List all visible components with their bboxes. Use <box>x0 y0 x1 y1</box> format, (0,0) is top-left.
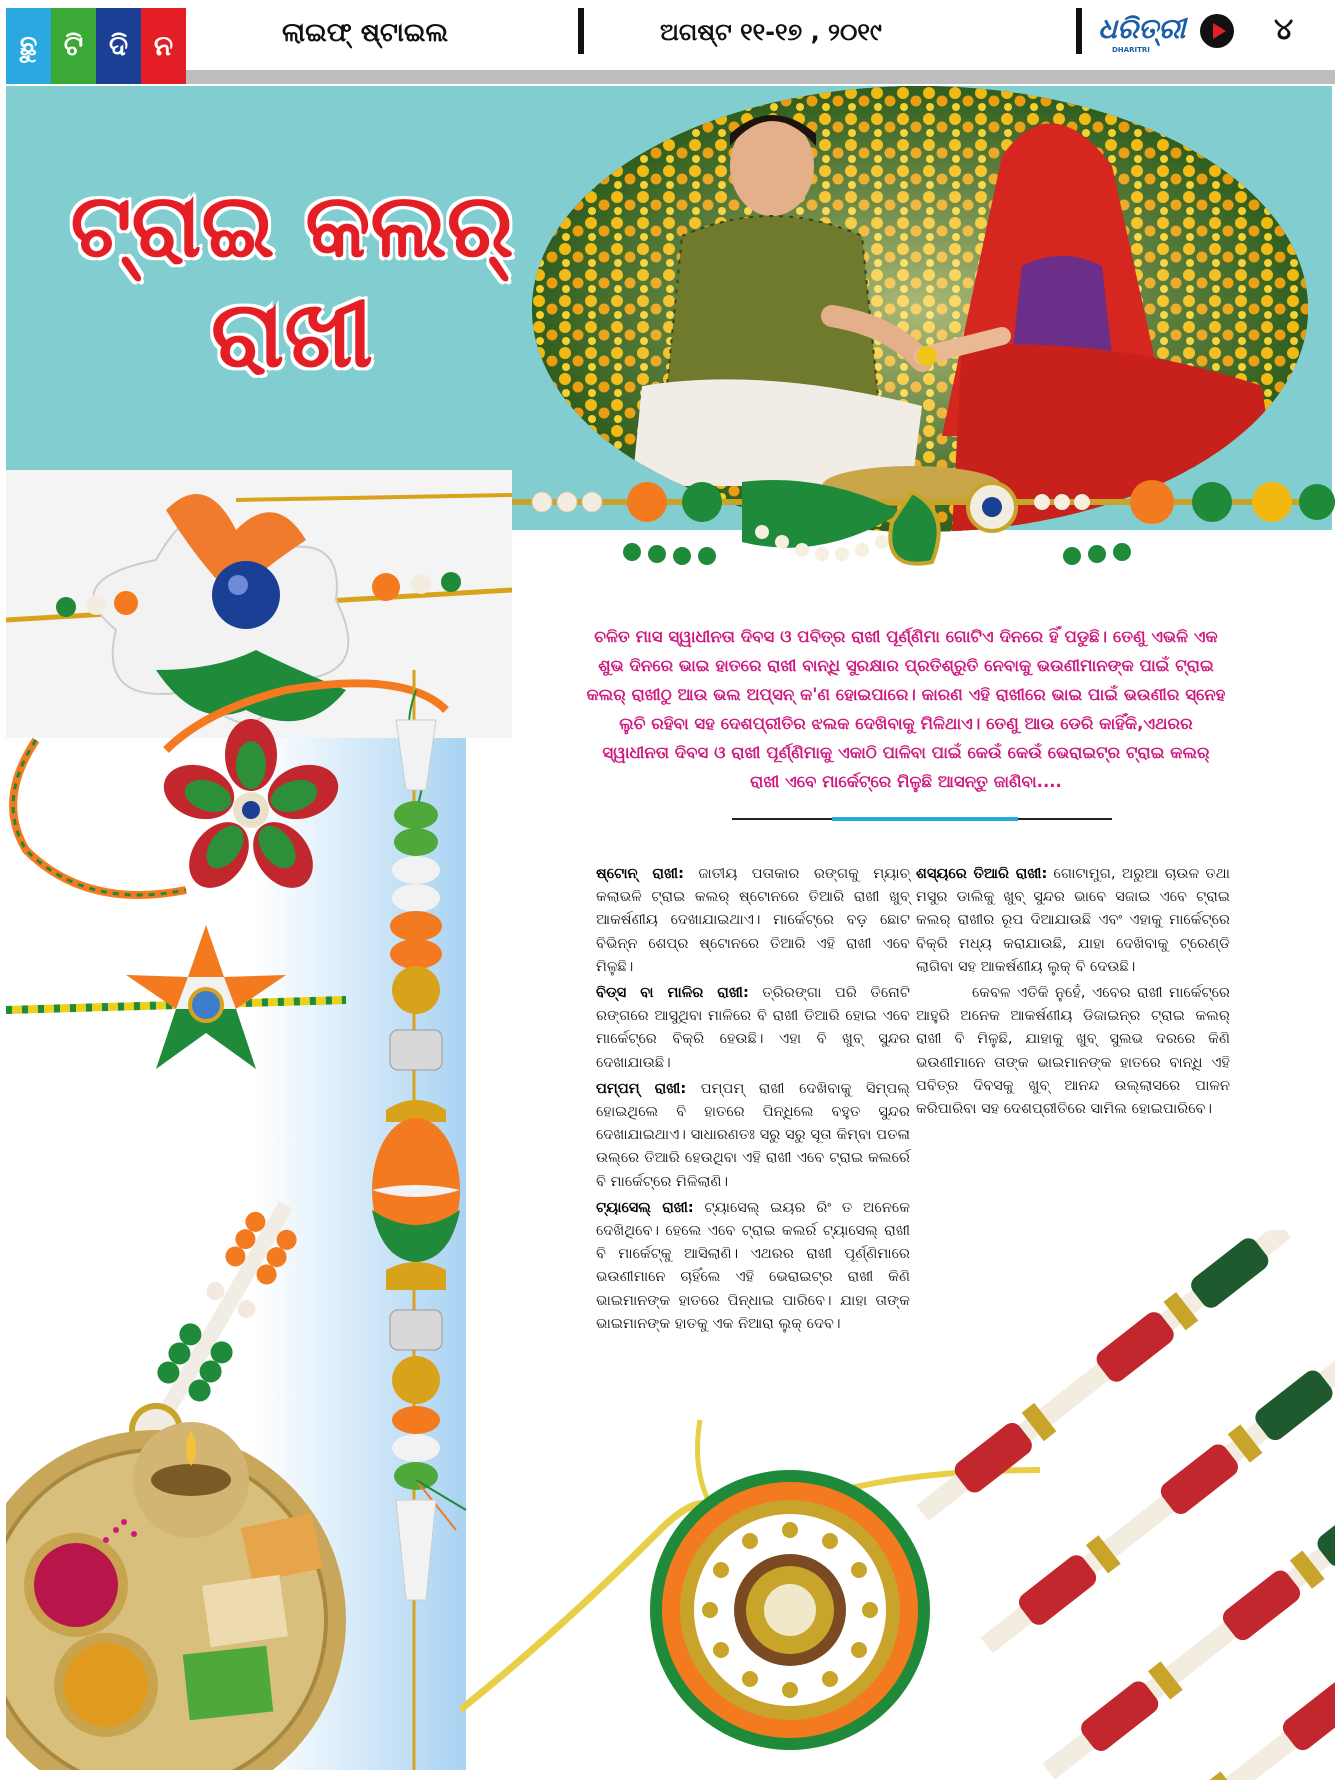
header-rule <box>186 70 1335 84</box>
newspaper-logo-sub: DHARITRI <box>1112 46 1150 54</box>
headline-line-2: ରାଖୀ <box>210 281 373 389</box>
article-column-right <box>916 862 1230 1123</box>
divider-bar <box>578 8 584 54</box>
intro-paragraph: ଚଳିତ ମାସ ସ୍ୱାଧୀନତା ଦିବସ ଓ ପବିତ୍ର ରାଖୀ ପୂର୍ଣ୍ଣିମା ଗୋଟିଏ ଦିନରେ ହିଁ ପଡୁଛି। ତେଣୁ ଏଭଳି ଏକ ଶୁଭ ଦିନରେ ଭାଇ ହାତରେ ରାଖୀ ବାନ୍ଧି ସୁରକ୍ଷାର ପ୍ରତିଶ୍ରୁତି ନେବାକୁ ଭଉଣୀମାନଙ୍କ ପାଇଁ ଟ୍ରାଇ କଲର୍ ରାଖୀଠୁ ଆଉ ଭଲ ଅପ୍ସନ୍ କ'ଣ ହୋଇପାରେ। କାରଣ ଏହି ରାଖୀରେ ଭାଇ ପାଇଁ ଭଉଣୀର ସ୍ନେହ ଲୁଚି ରହିବା ସହ ଦେଶପ୍ରୀତିର ଝଲକ ଦେଖିବାକୁ ମିଳିଥାଏ। ତେଣୁ ଆଉ ଡେରି କାହିଁକି,ଏଥରର ସ୍ୱାଧୀନତା ଦିବସ ଓ ରାଖୀ ପୂର୍ଣ୍ଣିମାକୁ ଏକାଠି ପାଳିବା ପାଇଁ କେଉଁ କେଉଁ ଭେରାଇଟ୍ର ଟ୍ରାଇ କଲର୍ ରାଖୀ ଏବେ ମାର୍କେଟ୍ରେ ମିଳୁଛି ଆସନ୍ତୁ ଜାଣିବା.... <box>586 627 1226 791</box>
article-tassel-title: ଟ୍ୟାସେଲ୍ ରାଖୀ: <box>596 1198 694 1216</box>
section-label: ଲାଇଫ୍ ଷ୍ଟାଇଲ <box>282 18 449 48</box>
brand-letter-2: ଟି <box>51 8 96 84</box>
article-stone-text: ଜାତୀୟ ପତାକାର ରଙ୍ଗକୁ ମ୍ୟାଚ୍ କଲାଭଳି ଟ୍ରାଇ କଲର୍ ଷ୍ଟୋନରେ ତିଆରି ରାଖୀ ଖୁବ୍ ଆକର୍ଷଣୀୟ ଦେଖାଯାଇଥାଏ। ମାର୍କେଟ୍ରେ ବଡ଼ ଛୋଟ ବିଭିନ୍ନ ଶେପ୍ର ଷ୍ଟୋନରେ ତିଆରି ଏହି ରାଖୀ ଏବେ ମିଳୁଛି। <box>596 865 910 975</box>
pearl-rakhi-image <box>512 472 1335 592</box>
brand-letter-1: ଛୁ <box>6 8 51 84</box>
article-closing: କେବଳ ଏତିକି ନୁହେଁ, ଏବେର ରାଖୀ ମାର୍କେଟ୍ରେ ଆହୁରି ଅନେକ ଆକର୍ଷଣୀୟ ଡିଜାଇନ୍ର ଟ୍ରାଇ କଲର୍ ରାଖୀ ବି ମିଳୁଛି, ଯାହାକୁ ଖୁବ୍ ସୁଲଭ ଦରରେ କିଣି ଭଉଣୀମାନେ ତାଙ୍କ ଭାଇମାନଙ୍କ ହାତରେ ବାନ୍ଧି ଏହି ପବିତ୍ର ଦିବସକୁ ଖୁବ୍ ଆନନ୍ଦ ଉଲ୍ଲାସରେ ପାଳନ କରିପାରିବା ସହ ଦେଶପ୍ରୀତିରେ ସାମିଲ ହୋଇପାରିବେ। <box>916 984 1230 1118</box>
play-icon <box>1200 14 1234 48</box>
article-grain-text: ଗୋଟାମୁଗ, ଅରୁଆ ଚାଉଳ ତଥା ମସୁର ଡାଲିକୁ ଖୁବ୍ ସୁନ୍ଦର ଭାବେ ସଜାଇ ଏବେ ଟ୍ରାଇ କଲର୍ ରାଖୀର ରୂପ ଦିଆଯାଉଛି ଏବଂ ଏହାକୁ ମାର୍କେଟ୍ରେ ବିକ୍ରି ମଧ୍ୟ କରାଯାଉଛି, ଯାହା ଦେଖିବାକୁ ଟ୍ରେଣ୍ଡି ଲାଗିବା ସହ ଆକର୍ଷଣୀୟ ଲୁକ୍ ବି ଦେଉଛି। <box>916 865 1230 975</box>
article-bead <box>596 981 910 1074</box>
page-number: ୪ <box>1274 12 1294 47</box>
intro-divider-accent <box>832 817 1018 821</box>
brand-letter-3: ଦି <box>96 8 141 84</box>
brand-logo <box>6 8 186 84</box>
article-stone-title: ଷ୍ଟୋନ୍ ରାଖୀ: <box>596 865 684 882</box>
article-grain <box>916 862 1230 978</box>
article-stone <box>596 862 910 978</box>
headline <box>22 172 562 392</box>
divider-bar <box>1076 8 1082 54</box>
issue-date: ଅଗଷ୍ଟ ୧୧-୧୭ , ୨୦୧୯ <box>660 18 882 46</box>
rakhi-collection-image <box>6 470 512 1770</box>
article-pompom-title: ପମ୍ପମ୍ ରାଖୀ: <box>596 1079 687 1097</box>
newspaper-logo: ଧରିତ୍ରୀ <box>1098 12 1186 45</box>
article-pompom <box>596 1077 910 1193</box>
headline-line-1: ଟ୍ରାଇ କଲର୍ <box>70 174 514 277</box>
article-bead-text: ତ୍ରିରଙ୍ଗା ପରି ତିନୋଟି ରଙ୍ଗରେ ଆସୁଥିବା ମାଳିରେ ବି ରାଖୀ ତିଆରି ହୋଇ ଏବେ ମାର୍କେଟ୍ରେ ବିକ୍ରି ହେଉଛି। ଏହା ବି ଖୁବ୍ ସୁନ୍ଦର ଦେଖାଯାଉଛି। <box>596 984 910 1071</box>
article-grain-title: ଶସ୍ୟରେ ତିଆରି ରାଖୀ: <box>916 865 1048 882</box>
brand-letter-4: ନ <box>141 8 186 84</box>
article-tassel-text: ଟ୍ୟାସେଲ୍ ଇୟର ରିଂ ତ ଅନେକେ ଦେଖିଥିବେ। ହେଲେ ଏବେ ଟ୍ରାଇ କଲର୍ର ଟ୍ୟାସେଲ୍ ରାଖୀ ବି ମାର୍କେଟ୍କୁ ଆସିଲାଣି। ଏଥରର ରାଖୀ ପୂର୍ଣ୍ଣିମାରେ ଭଉଣୀମାନେ ଚାହିଁଲେ ଏହି ଭେରାଇଟ୍ର ରାଖୀ କିଣି ଭାଇମାନଙ୍କ ହାତରେ ପିନ୍ଧାଇ ପାରିବେ। ଯାହା ତାଙ୍କ ଭାଇମାନଙ୍କ ହାତକୁ ଏକ ନିଆରା ଲୁକ୍ ଦେବ। <box>596 1198 911 1332</box>
hero-photo-illustration <box>532 86 1308 532</box>
masthead <box>0 0 1335 86</box>
article-bead-title: ବିଡ୍ସ ବା ମାଳିର ରାଖୀ: <box>596 984 749 1002</box>
article-pompom-text: ପମ୍ପମ୍ ରାଖୀ ଦେଖିବାକୁ ସିମ୍ପଲ୍ ହୋଇଥିଲେ ବି ହାତରେ ପିନ୍ଧିଲେ ବହୁତ ସୁନ୍ଦର ଦେଖାଯାଇଥାଏ। ସାଧାରଣତଃ ସରୁ ସରୁ ସୂତା କିମ୍ବା ପତଳା ଉଲ୍ରେ ତିଆରି ହେଉଥିବା ଏହି ରାଖୀ ଏବେ ଟ୍ରାଇ କଲର୍ରେ ବି ମାର୍କେଟ୍ରେ ମିଳିଲାଣି। <box>596 1079 910 1190</box>
bottom-rakhi-image <box>460 1230 1335 1780</box>
hero-photo <box>532 86 1308 532</box>
